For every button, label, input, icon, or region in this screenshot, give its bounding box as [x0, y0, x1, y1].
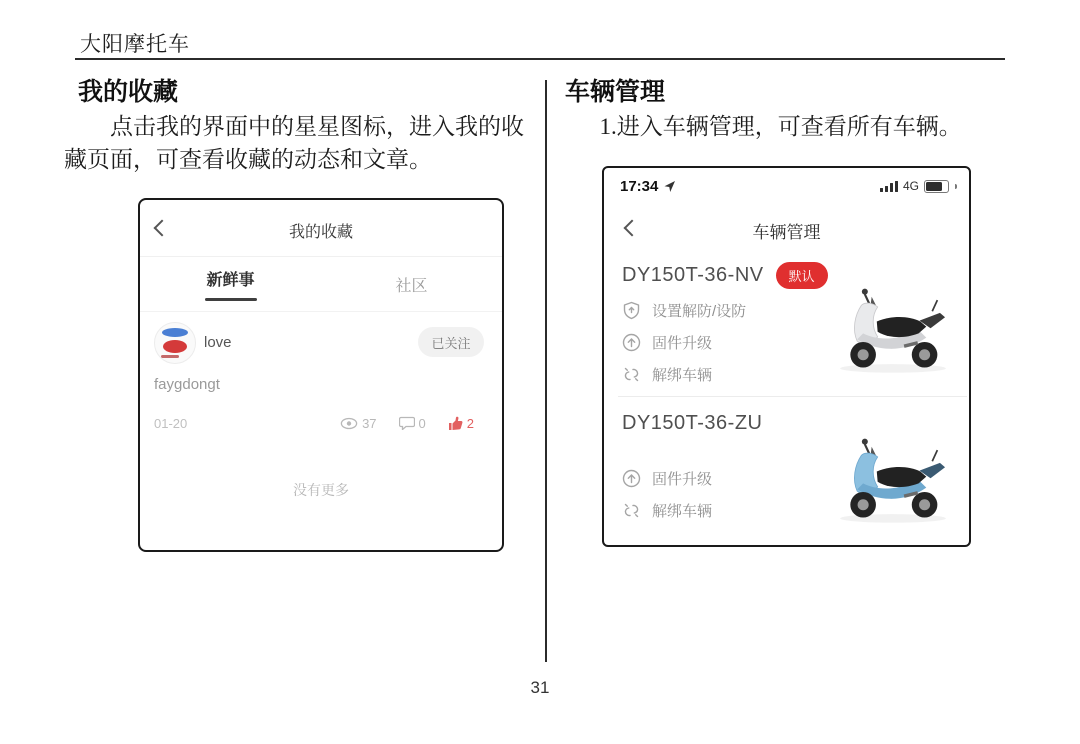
avatar-logo-arc [162, 328, 188, 337]
motorcycle-image-white [829, 280, 957, 380]
unbind-icon [622, 365, 641, 384]
option-label: 解绑车辆 [652, 367, 713, 384]
favorites-header [140, 200, 502, 257]
status-time: 17:34 [620, 177, 659, 195]
option-unbind-vehicle[interactable] [622, 500, 712, 521]
feed-content-text[interactable]: faygdongt [154, 376, 220, 393]
status-bar [620, 176, 957, 196]
option-label: 固件升级 [652, 335, 713, 352]
left-section-heading: 我的收藏 [78, 79, 179, 106]
feed-item[interactable] [140, 312, 502, 374]
tab-community[interactable] [321, 257, 502, 311]
option-firmware-upgrade[interactable] [622, 468, 712, 489]
tab-fresh-news-label: 新鲜事 [206, 272, 255, 289]
left-section-body: 点击我的界面中的星星图标，进入我的收藏页面，可查看收藏的动态和文章。 [64, 114, 524, 172]
views-group [340, 416, 376, 431]
likes-count: 2 [466, 415, 474, 431]
feed-date: 01-20 [154, 415, 188, 431]
followed-button[interactable]: 已关注 [418, 327, 484, 357]
battery-nub [955, 184, 957, 189]
no-more-label: 没有更多 [293, 482, 349, 498]
right-section-heading: 车辆管理 [565, 79, 666, 106]
upgrade-icon [622, 333, 641, 352]
comment-icon [399, 416, 415, 430]
avatar-logo-oval [163, 340, 187, 353]
vehicle-1-options [622, 300, 746, 385]
vehicle-title: 车辆管理 [752, 223, 821, 242]
shield-icon [622, 301, 641, 320]
vehicle-1-row [622, 262, 828, 289]
views-count: 37 [362, 415, 377, 431]
location-arrow-icon [663, 180, 676, 193]
default-badge: 默认 [776, 262, 828, 289]
avatar[interactable] [154, 322, 196, 364]
favorites-screenshot [138, 198, 504, 552]
likes-group[interactable] [448, 416, 474, 431]
header-rule [75, 58, 1005, 60]
comments-count: 0 [418, 415, 426, 431]
upgrade-icon [622, 469, 641, 488]
vehicle-separator [618, 396, 967, 397]
thumbs-up-icon [448, 416, 463, 431]
vehicle-2-name: DY150T-36-ZU [622, 412, 763, 434]
vehicle-header [604, 208, 969, 248]
favorites-title: 我的收藏 [288, 224, 353, 241]
option-unbind-vehicle[interactable] [622, 364, 746, 385]
right-section-body: 1.进入车辆管理，可查看所有车辆。 [599, 114, 962, 139]
tab-fresh-news[interactable] [140, 257, 321, 311]
option-firmware-upgrade[interactable] [622, 332, 746, 353]
network-type: 4G [902, 179, 919, 193]
tab-community-label: 社区 [395, 277, 428, 295]
option-arm-disarm[interactable] [622, 300, 746, 321]
vehicle-management-screenshot [602, 166, 971, 547]
brand-title: 大阳摩托车 [80, 32, 190, 56]
unbind-icon [622, 501, 641, 520]
comments-group[interactable] [399, 416, 426, 431]
option-label: 解绑车辆 [652, 503, 713, 520]
feed-meta-row [154, 412, 474, 434]
feed-author[interactable]: love [204, 334, 232, 351]
avatar-logo-base [161, 355, 179, 358]
vehicle-2-options [622, 468, 712, 521]
active-tab-underline [205, 298, 257, 301]
vehicle-2-row [622, 412, 763, 435]
page-number: 31 [530, 678, 550, 697]
option-label: 设置解防/设防 [652, 303, 747, 320]
option-label: 固件升级 [652, 471, 713, 488]
battery-icon [924, 180, 949, 193]
eye-icon [340, 417, 358, 430]
signal-icon [880, 181, 898, 192]
vehicle-1-name: DY150T-36-NV [622, 264, 764, 286]
favorites-tabs [140, 257, 502, 312]
motorcycle-image-blue [829, 430, 957, 530]
